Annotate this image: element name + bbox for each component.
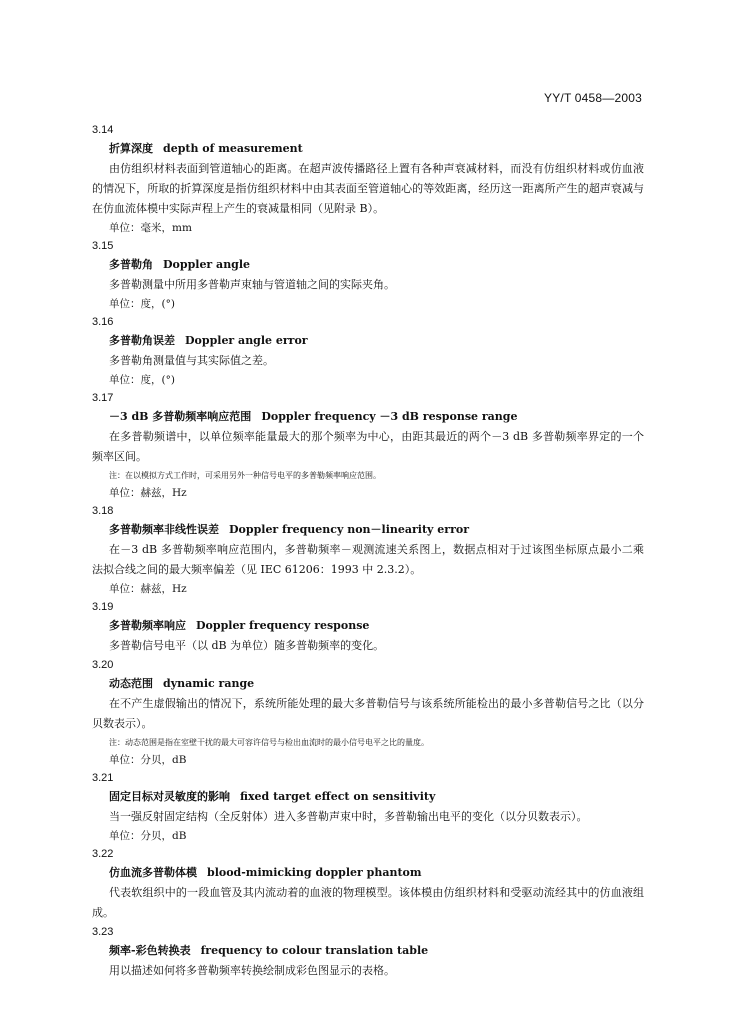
definition-text: 多普勒测量中所用多普勒声束轴与管道轴之间的实际夹角。: [109, 278, 395, 291]
term-en: Doppler angle error: [185, 334, 308, 347]
term-en: Doppler frequency response: [196, 619, 370, 632]
term-heading: [92, 139, 644, 159]
clause-number: 3.15: [92, 240, 114, 252]
clause-number: 3.19: [92, 601, 114, 613]
term-heading: [92, 863, 644, 883]
standard-number: YY/T 0458—2003: [544, 91, 642, 105]
term-en: frequency to colour translation table: [200, 944, 429, 957]
clause-3-17: [92, 389, 644, 502]
clause-number: 3.14: [92, 124, 114, 136]
term-en: depth of measurement: [163, 142, 303, 155]
term-zh: 折算深度: [109, 142, 153, 155]
term-zh: 固定目标对灵敏度的影响: [109, 790, 230, 803]
clause-3-15: [92, 237, 644, 313]
clause-3-21: [92, 769, 644, 845]
definition-text: 代表软组织中的一段血管及其内流动着的血液的物理模型。该体模由仿组织材料和受驱动流经其中的仿血液组成。: [92, 886, 644, 919]
term-zh: 频率-彩色转换表: [109, 944, 191, 957]
definition-text: 在多普勒频谱中，以单位频率能量最大的那个频率为中心，由距其最近的两个－3 dB 多普勒频率界定的一个频率区间。: [92, 430, 644, 463]
clause-3-22: [92, 845, 644, 923]
definition-text: 在－3 dB 多普勒频率响应范围内，多普勒频率－观测流速关系图上，数据点相对于过该图坐标原点最小二乘法拟合线之间的最大频率偏差（见 IEC 61206：1993 中 2.3.2）。: [92, 543, 644, 576]
unit-text: 单位：毫米，mm: [109, 222, 192, 234]
unit-text: 单位：分贝，dB: [109, 754, 187, 766]
unit-text: 单位：赫兹，Hz: [109, 487, 187, 499]
term-zh: 多普勒角误差: [109, 334, 175, 347]
unit-text: 单位：度，(°): [109, 374, 175, 386]
term-en: fixed target effect on sensitivity: [240, 790, 436, 803]
term-zh: 多普勒角: [109, 258, 153, 271]
term-heading: [92, 616, 644, 636]
unit-text: 单位：赫兹，Hz: [109, 583, 187, 595]
term-heading: [92, 520, 644, 540]
clause-list: [92, 121, 644, 981]
clause-3-23: [92, 923, 644, 981]
term-en: dynamic range: [163, 677, 255, 690]
term-zh: 仿血流多普勒体模: [109, 866, 197, 879]
clause-number: 3.18: [92, 505, 114, 517]
definition-text: 当一强反射固定结构（全反射体）进入多普勒声束中时，多普勒输出电平的变化（以分贝数表示）。: [109, 810, 588, 823]
clause-number: 3.22: [92, 848, 114, 860]
unit-text: 单位：分贝，dB: [109, 830, 187, 842]
definition-text: 在不产生虚假输出的情况下，系统所能处理的最大多普勒信号与该系统所能检出的最小多普勒信号之比（以分贝数表示）。: [92, 697, 644, 730]
clause-3-16: [92, 313, 644, 389]
definition-text: 由仿组织材料表面到管道轴心的距离。在超声波传播路径上置有各种声衰减材料，而没有仿组织材料或仿血液的情况下，所取的折算深度是指仿组织材料中由其表面至管道轴心的等效距离，经历这一距离所产生的超声衰减与在仿血流体模中实际声程上产生的衰减量相同（见附录 B）。: [92, 162, 644, 215]
term-zh: 动态范围: [109, 677, 153, 690]
term-heading: [92, 787, 644, 807]
term-en: Doppler frequency －3 dB response range: [261, 410, 518, 423]
definition-text: 多普勒角测量值与其实际值之差。: [109, 354, 274, 367]
note-text: 注：在以模拟方式工作时，可采用另外一种信号电平的多普勒频率响应范围。: [109, 471, 381, 480]
clause-number: 3.20: [92, 659, 114, 671]
term-heading: [92, 331, 644, 351]
note-text: 注：动态范围是指在室壁干扰的最大可容许信号与检出血流时的最小信号电平之比的量度。: [109, 738, 429, 747]
clause-3-20: [92, 656, 644, 769]
term-zh: －3 dB 多普勒频率响应范围: [109, 410, 252, 423]
definition-text: 多普勒信号电平（以 dB 为单位）随多普勒频率的变化。: [109, 639, 385, 652]
clause-number: 3.16: [92, 316, 114, 328]
unit-text: 单位：度，(°): [109, 298, 175, 310]
term-zh: 多普勒频率非线性误差: [109, 523, 219, 536]
term-heading: [92, 674, 644, 694]
term-heading: [92, 941, 644, 961]
clause-3-18: [92, 502, 644, 598]
term-en: Doppler frequency non－linearity error: [229, 523, 470, 536]
term-zh: 多普勒频率响应: [109, 619, 186, 632]
clause-number: 3.23: [92, 926, 114, 938]
term-en: Doppler angle: [163, 258, 251, 271]
clause-3-14: [92, 121, 644, 237]
term-en: blood-mimicking doppler phantom: [207, 866, 422, 879]
term-heading: [92, 407, 644, 427]
clause-number: 3.17: [92, 392, 114, 404]
definition-text: 用以描述如何将多普勒频率转换绘制成彩色图显示的表格。: [109, 964, 395, 977]
clause-3-19: [92, 598, 644, 656]
clause-number: 3.21: [92, 772, 114, 784]
term-heading: [92, 255, 644, 275]
